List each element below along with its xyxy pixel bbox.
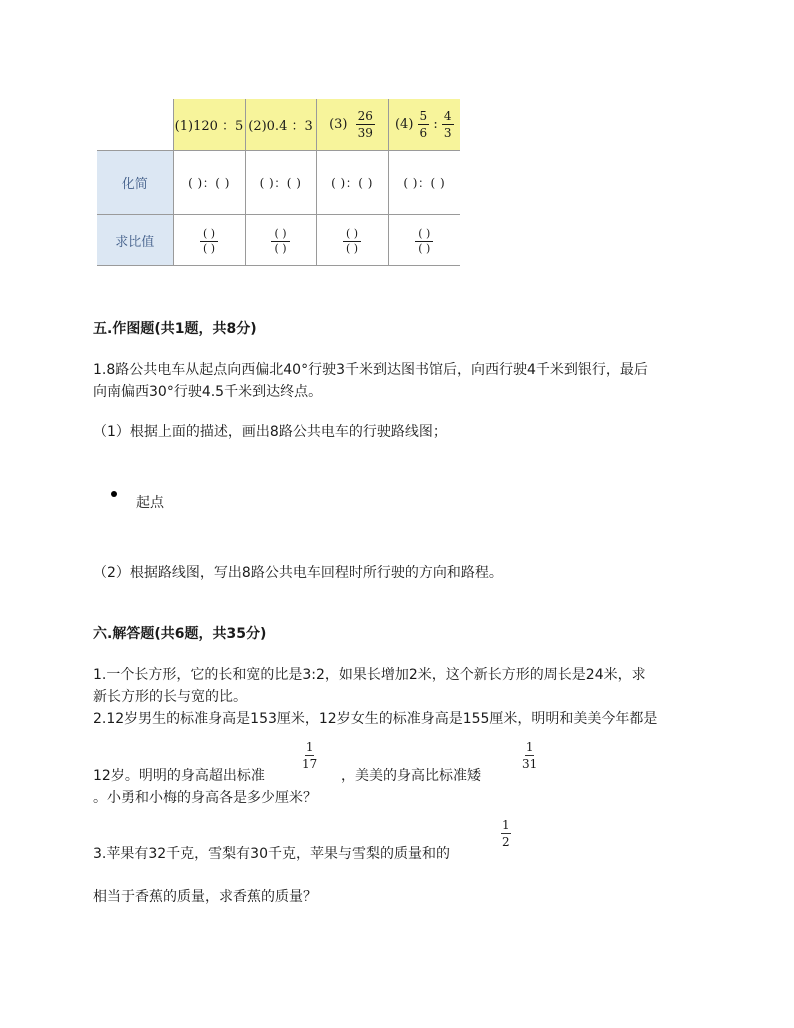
section-5-title: 五.作图题(共1题，共8分) (93, 321, 257, 337)
answer-blank: ( )：( ) (173, 151, 245, 215)
table-row-ratio-value (97, 215, 460, 266)
table-header-4 (388, 99, 460, 151)
fraction-26-39 (356, 110, 375, 139)
fraction-numerator: 1 (305, 740, 314, 754)
table-header-row (97, 99, 460, 151)
fraction-1-31 (522, 741, 537, 770)
blank-denominator: ( ) (274, 241, 287, 255)
s6-q2-line1: 2.12岁男生的标准身高是153厘米，12岁女生的标准身高是155厘米，明明和美美今年都是 (93, 711, 658, 727)
ratio-table (97, 99, 460, 266)
answer-fraction-blank (173, 215, 245, 266)
s6-q2-line3: 。小勇和小梅的身高各是多少厘米？ (93, 790, 317, 806)
answer-fraction-blank (245, 215, 316, 266)
header-3-prefix: (3) (329, 117, 348, 132)
answer-blank: ( )：( ) (316, 151, 388, 215)
fraction-denominator: 2 (502, 835, 510, 849)
ratio-separator: : (433, 117, 438, 132)
fraction-numerator: 1 (525, 740, 534, 754)
fraction-denominator: 31 (522, 757, 538, 771)
s6-q1-line1: 1.一个长方形，它的长和宽的比是3:2，如果长增加2米，这个新长方形的周长是24米，求 (93, 667, 646, 683)
blank-denominator: ( ) (418, 241, 431, 255)
table-row-simplify (97, 151, 460, 215)
fraction-numerator: 5 (419, 109, 428, 123)
table-header-1: (1)120 ：5 (173, 99, 245, 151)
fraction-denominator: 6 (419, 126, 428, 140)
section-6-title: 六.解答题(共6题，共35分) (93, 626, 267, 642)
start-point-label: 起点 (136, 495, 164, 511)
answer-blank: ( )：( ) (245, 151, 316, 215)
fraction-numerator: 26 (357, 109, 373, 123)
answer-fraction-blank (316, 215, 388, 266)
fraction-1-17 (302, 741, 317, 770)
answer-blank: ( )：( ) (388, 151, 460, 215)
fraction-denominator: 3 (443, 126, 452, 140)
start-point-marker (111, 491, 117, 497)
row-label-ratio-value: 求比值 (97, 215, 173, 266)
s6-q2-line2b: ，美美的身高比标准矮 (341, 768, 481, 784)
fraction-denominator: 39 (357, 126, 373, 140)
blank-denominator: ( ) (202, 241, 216, 255)
s6-q3-line1: 3.苹果有32千克，雪梨有30千克，苹果与雪梨的质量和的 (93, 846, 450, 862)
blank-numerator: ( ) (343, 228, 361, 242)
fraction-numerator: 4 (443, 109, 452, 123)
table-corner-cell (97, 99, 173, 151)
table-header-2: (2)0.4 ：3 (245, 99, 316, 151)
s5-sub2: （2）根据路线图，写出8路公共电车回程时所行驶的方向和路程。 (93, 565, 503, 581)
answer-fraction-blank (388, 215, 460, 266)
s6-q1-line2: 新长方形的长与宽的比。 (93, 689, 247, 705)
blank-numerator: ( ) (415, 228, 433, 242)
fraction-denominator: 17 (302, 757, 318, 771)
blank-denominator: ( ) (345, 241, 359, 255)
blank-numerator: ( ) (200, 228, 218, 242)
s6-q3-line2: 相当于香蕉的质量，求香蕉的质量？ (93, 889, 317, 905)
blank-numerator: ( ) (271, 228, 289, 242)
s6-q2-line2a: 12岁。明明的身高超出标准 (93, 768, 265, 784)
fraction-5-6 (418, 110, 430, 139)
row-label-simplify: 化简 (97, 151, 173, 215)
fraction-4-3 (442, 110, 454, 139)
s5-q1-line1: 1.8路公共电车从起点向西偏北40°行驶3千米到达图书馆后，向西行驶4千米到银行，最后 (93, 362, 648, 378)
s5-sub1: （1）根据上面的描述，画出8路公共电车的行驶路线图； (93, 424, 447, 440)
fraction-numerator: 1 (502, 818, 510, 832)
table-header-3 (316, 99, 388, 151)
fraction-1-2 (501, 819, 511, 848)
header-4-prefix: (4) (394, 117, 414, 132)
s5-q1-line2: 向南偏西30°行驶4.5千米到达终点。 (93, 384, 323, 400)
